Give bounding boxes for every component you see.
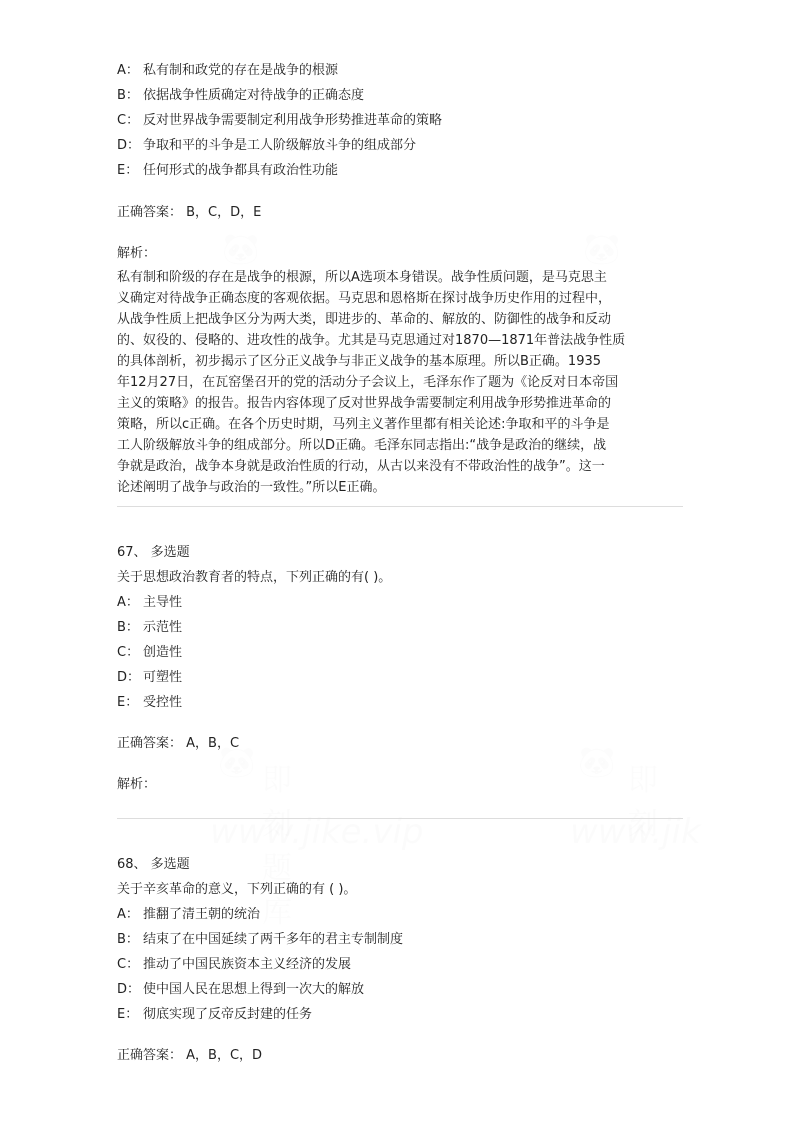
question-header: 67、 多选题	[117, 545, 190, 560]
correct-answer: 正确答案： A，B，C	[117, 736, 240, 751]
option-e: E： 任何形式的战争都具有政治性功能	[117, 163, 339, 178]
option-d: D： 可塑性	[117, 670, 183, 685]
question-stem: 关于辛亥革命的意义，下列正确的有 ( )。	[117, 882, 357, 897]
correct-answer: 正确答案： A，B，C，D	[117, 1048, 263, 1063]
option-e: E： 受控性	[117, 695, 183, 710]
watermark-brand	[262, 755, 292, 931]
option-a: A： 主导性	[117, 595, 183, 610]
panda-logo-icon	[583, 232, 620, 267]
option-b: B： 依据战争性质确定对待战争的正确态度	[117, 88, 365, 103]
analysis-label: 解析：	[117, 246, 157, 261]
panda-logo-icon	[222, 232, 259, 267]
option-c: C： 反对世界战争需要制定利用战争形势推进革命的策略	[117, 113, 443, 128]
analysis-label: 解析：	[117, 777, 157, 792]
question-header: 68、 多选题	[117, 857, 190, 872]
option-a: A： 推翻了清王朝的统治	[117, 907, 261, 922]
watermark-brand-partial	[628, 755, 658, 843]
option-c: C： 创造性	[117, 645, 183, 660]
divider	[117, 818, 683, 819]
option-b: B： 结束了在中国延续了两千多年的君主专制制度	[117, 932, 404, 947]
option-d: D： 争取和平的斗争是工人阶级解放斗争的组成部分	[117, 138, 417, 153]
analysis-text: 私有制和阶级的存在是战争的根源，所以A选项本身错误。战争性质问题，是马克思主 义确定对待战争正确态度的客观依据。马克思和恩格斯在探讨战争历史作用的过程中， 从战争性质上把战争区分为两大类，即进步的、革命的、解放的、防御性的战争和反动 的、奴役的、侵略的、进攻性的战争。尤其是马克思通过对1870—1871年普法战争性质 的具体剖析，初步揭示了区分正义战争与非正义战争的基本原理。所以B正确。1935 年12月27日，在瓦窑堡召开的党的活动分子会议上，毛泽东作了题为《论反对日本帝国 主义的策略》的报告。报告内容体现了反对世界战争需要制定利用战争形势推进革命的 策略，所以c正确。在各个历史时期，马列主义著作里都有相关论述:争取和平的斗争是 工人阶级解放斗争的组成部分。所以D正确。毛泽东同志指出:“战争是政治的继续，战 争就是政治，战争本身就是政治性质的行动，从古以来没有不带政治性的战争”。这一 论述阐明了战争与政治的一致性。”所以E正确。	[117, 270, 626, 495]
option-c: C： 推动了中国民族资本主义经济的发展	[117, 957, 352, 972]
divider	[117, 506, 683, 507]
option-d: D： 使中国人民在思想上得到一次大的解放	[117, 982, 365, 997]
option-e: E： 彻底实现了反帝反封建的任务	[117, 1007, 313, 1022]
option-b: B： 示范性	[117, 620, 183, 635]
option-a: A： 私有制和政党的存在是战争的根源	[117, 63, 339, 78]
panda-logo-icon	[578, 745, 615, 780]
correct-answer: 正确答案： B，C，D，E	[117, 205, 262, 220]
question-stem: 关于思想政治教育者的特点，下列正确的有( )。	[117, 570, 392, 585]
